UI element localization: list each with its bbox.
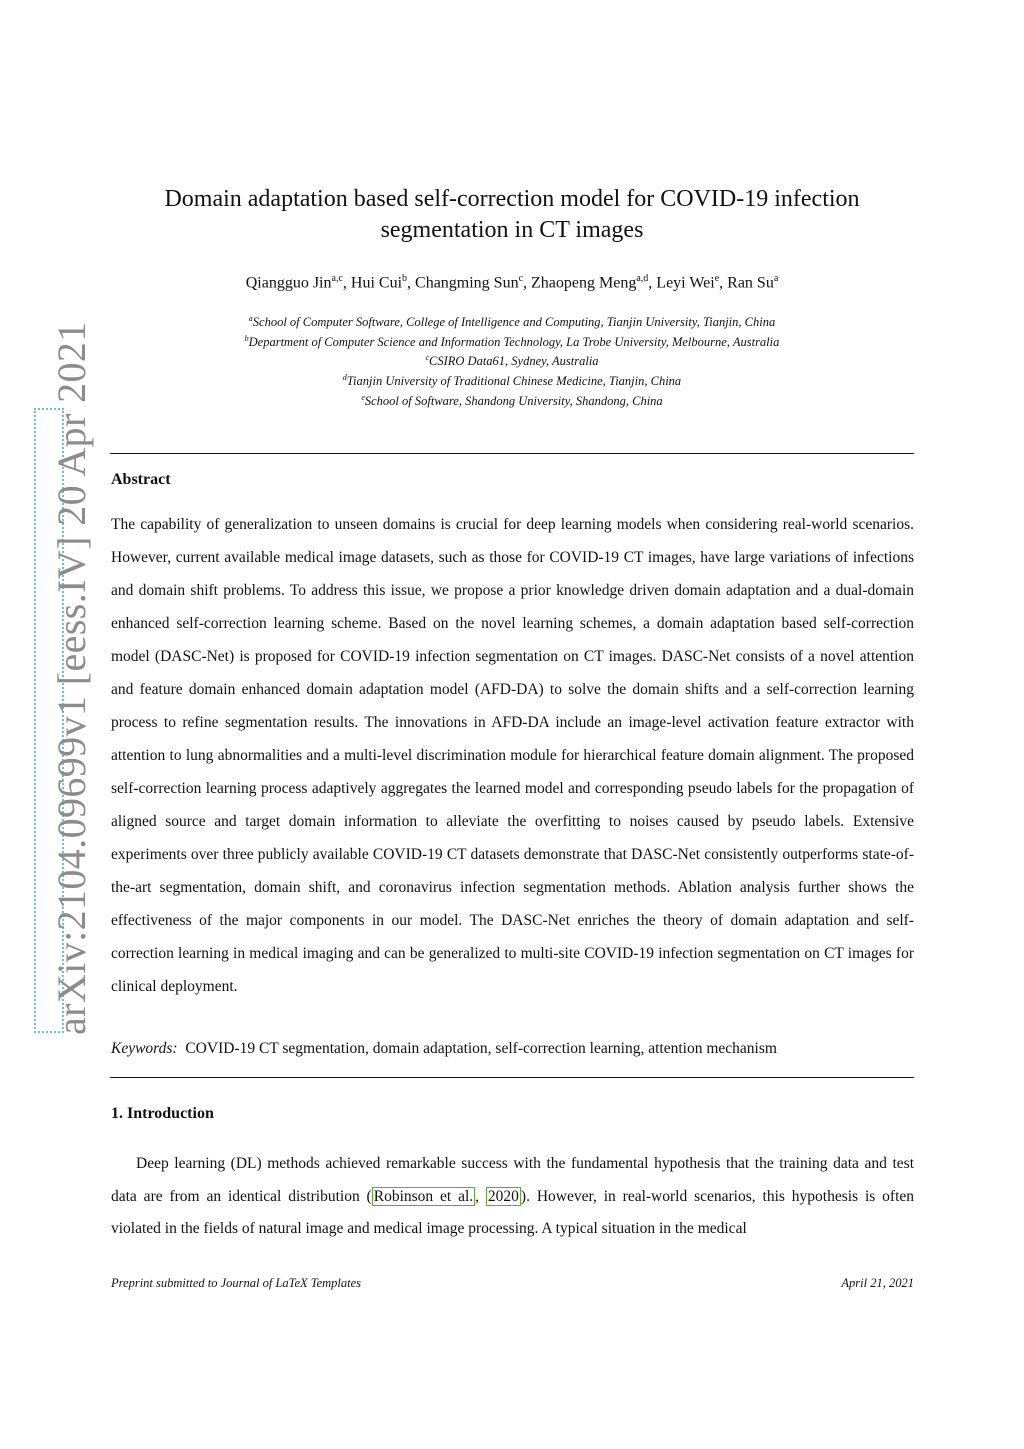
citation-link-author[interactable]: Robinson et al. bbox=[373, 1187, 474, 1205]
paper-title: Domain adaptation based self-correction model for COVID-19 infection segmentation in CT images bbox=[164, 186, 860, 243]
author-name: Zhaopeng Meng bbox=[531, 274, 637, 292]
author-affiliation-mark: a,c bbox=[331, 273, 343, 284]
author-affiliation-mark: a bbox=[773, 273, 779, 284]
affiliation-mark: d bbox=[342, 372, 347, 382]
author-name: Qiangguo Jin bbox=[245, 274, 332, 292]
author-name: Changming Sun bbox=[415, 274, 519, 292]
author-affiliation-mark: b bbox=[402, 273, 408, 284]
introduction-paragraph bbox=[111, 1148, 914, 1246]
affiliation-line bbox=[110, 370, 914, 390]
author-affiliation-mark: a,d bbox=[636, 273, 649, 284]
citation-separator: , bbox=[475, 1187, 486, 1205]
abstract-text: The capability of generalization to unseen domains is crucial for deep learning models when considering real-world scenarios. However, current available medical image datasets, such as those for COVID-19 CT images, have large variations of infections and domain shift problems. To address this issue, we propose a prior knowledge driven domain adaptation and a dual-domain enhanced self-correction learning scheme. Based on the novel learning schemes, a domain adaptation based self-correction model (DASC-Net) is proposed for COVID-19 infection segmentation on CT images. DASC-Net consists of a novel attention and feature domain enhanced domain adaptation model (AFD-DA) to solve the domain shifts and a self-correction learning process to refine segmentation results. The innovations in AFD-DA include an image-level activation feature extractor with attention to lung abnormalities and a multi-level discrimination module for hierarchical feature domain alignment. The proposed self-correction learning process adaptively aggregates the learned model and corresponding pseudo labels for the propagation of aligned source and target domain information to alleviate the overfitting to noises caused by pseudo labels. Extensive experiments over three publicly available COVID-19 CT datasets demonstrate that DASC-Net consistently outperforms state-of-the-art segmentation, domain shift, and coronavirus infection segmentation methods. Ablation analysis further shows the effectiveness of the major components in our model. The DASC-Net enriches the theory of domain adaptation and self-correction learning in medical imaging and can be generalized to multi-site COVID-19 infection segmentation on CT images for clinical deployment. bbox=[111, 516, 914, 995]
author-affiliation-mark: c bbox=[518, 273, 524, 284]
keywords-text: COVID-19 CT segmentation, domain adaptation, self-correction learning, attention mechanism bbox=[185, 1040, 777, 1057]
affiliation-text: Department of Computer Science and Information Technology, La Trobe University, Melbourne, Australia bbox=[248, 334, 780, 349]
author-name: Ran Su bbox=[727, 274, 774, 292]
affiliation-mark: b bbox=[244, 333, 249, 343]
affiliation-text: School of Software, Shandong University, Shandong, China bbox=[364, 393, 663, 408]
affiliation-text: CSIRO Data61, Sydney, Australia bbox=[429, 354, 599, 369]
citation-link-year[interactable]: 2020 bbox=[487, 1187, 519, 1205]
affiliation-line bbox=[110, 311, 914, 331]
author-affiliation-mark: e bbox=[714, 273, 720, 284]
affiliation-text: Tianjin University of Traditional Chinese Medicine, Tianjin, China bbox=[346, 374, 682, 389]
affiliation-mark: e bbox=[361, 392, 365, 402]
affiliation-line bbox=[110, 350, 914, 370]
abstract-heading: Abstract bbox=[111, 471, 171, 488]
footer-preprint-note: Preprint submitted to Journal of LaTeX Templates bbox=[111, 1276, 362, 1290]
keywords-label: Keywords: bbox=[111, 1040, 178, 1057]
intro-text-before: Deep learning (DL) methods achieved remarkable success with the fundamental hypothesis that the training data and test data are from an identical distribution ( bbox=[111, 1155, 914, 1205]
bottom-rule bbox=[110, 1077, 914, 1078]
author-name: Leyi Wei bbox=[656, 274, 715, 292]
footer-date: April 21, 2021 bbox=[841, 1276, 914, 1290]
arxiv-identifier[interactable]: arXiv:2104.09699v1 [eess.IV] 20 Apr 2021 bbox=[49, 321, 94, 1035]
affiliation-line bbox=[110, 390, 914, 410]
section-heading-introduction: 1. Introduction bbox=[111, 1105, 214, 1122]
affiliation-mark: a bbox=[248, 314, 253, 323]
intro-text-after: ). However, in real-world scenarios, this hypothesis is often violated in the fields of natural image and medical image processing. A typical situation in the medical bbox=[111, 1187, 915, 1237]
author-list: Qiangguo Jin$^{a,c}$, Hui Cui$^b$, Changming Sun$^c$, Zhaopeng Meng$^{a,d}$, Leyi Wei$^e$, Ran Su$^a$ bbox=[245, 273, 779, 292]
affiliation-text: School of Computer Software, College of Intelligence and Computing, Tianjin University, Tianjin, China bbox=[252, 315, 776, 330]
affiliation-mark: c bbox=[425, 353, 429, 363]
top-rule bbox=[110, 453, 914, 454]
affiliation-list bbox=[110, 311, 914, 409]
affiliation-line bbox=[110, 331, 914, 351]
author-name: Hui Cui bbox=[350, 274, 403, 292]
keywords bbox=[111, 1040, 777, 1058]
